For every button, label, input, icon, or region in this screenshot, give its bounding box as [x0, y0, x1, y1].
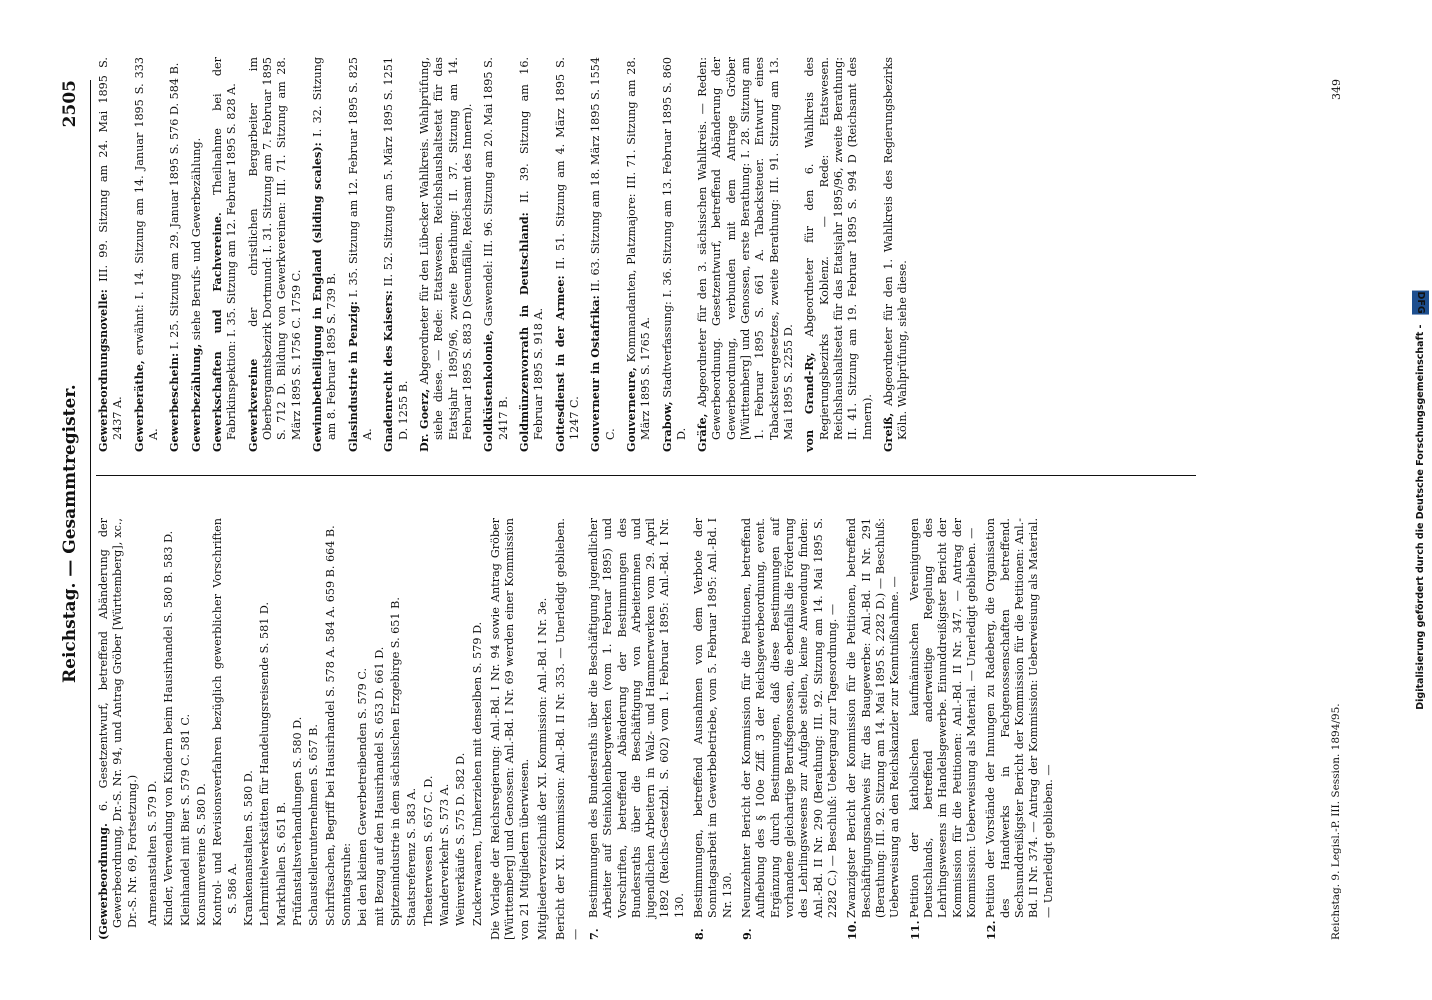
- index-term: Glasindustrie in Penzig:: [345, 301, 360, 452]
- index-entry: [246, 57, 304, 452]
- numbered-item: [845, 518, 902, 940]
- footer-sheet-number: 349: [1330, 79, 1343, 100]
- index-entries: [96, 57, 911, 452]
- subentry: Schaustellerunternehmen S. 657 B.: [307, 724, 321, 926]
- index-term: Goldküstenkolonie,: [481, 329, 496, 452]
- item-number: 9.: [740, 928, 755, 940]
- index-text: III. 99. Sitzung am 24. Mai 1895 S. 2437 A.: [97, 57, 125, 440]
- index-term: Gewerbeschein:: [167, 352, 182, 452]
- item-number: 8.: [692, 928, 707, 940]
- index-entry: [695, 57, 796, 452]
- index-term: Gewerkvereine: [245, 358, 260, 452]
- index-term: Gewerbeordnungsnovelle:: [96, 289, 110, 452]
- index-term: Goldmünzenvorrath in Deutschland:: [516, 212, 531, 452]
- item-text: Bestimmungen, betreffend Ausnahmen von dem Verbote der Sonntagsarbeit im Gewerbebetriebe, vom 5. Februar 1895: Anl.-Bd. I Nr. 130.: [692, 518, 734, 918]
- left-column: [96, 518, 1061, 940]
- numbered-item: [587, 518, 687, 940]
- numbered-item: [740, 518, 840, 940]
- index-text: siehe Berufs- und Gewerbezählung.: [189, 137, 203, 341]
- index-text: II. 52. Sitzung am 5. März 1895 S. 1251 D. 1255 B.: [382, 57, 410, 440]
- subentry: Krankenanstalten S. 580 D.: [241, 770, 255, 926]
- index-entry: [802, 57, 875, 452]
- dfg-logo: DFG: [1412, 291, 1429, 315]
- item-number: 10.: [845, 920, 860, 940]
- index-entry: [517, 57, 547, 452]
- index-text: I. 35. Sitzung am 12. Februar 1895 S. 825 A.: [346, 56, 374, 440]
- subentry: Armenanstalten S. 579 D.: [145, 780, 159, 926]
- item-text: Petition der Vorstände der Innungen zu Radeberg, die Organisation des Handwerks in Fachgenossenschaften betreffend. Sechsunddreißigster Bericht der Kommission für die Petitionen: Anl.-Bd. II Nr. 374. — Antrag der Kommission: Ueberweisung als Material. — Unerledigt geblieben. —: [984, 518, 1055, 918]
- subentry: Prüfanstaltsverhandlungen S. 580 D.: [290, 716, 304, 926]
- index-term: Gouverneure,: [623, 367, 638, 452]
- index-term: Gnadenrecht des Kaisers:: [381, 290, 396, 452]
- subentry: Schriftsachen, Begriff bei Hausirhandel S. 578 A. 584 A. 659 B. 664 B.: [323, 525, 337, 926]
- lead-entry: [96, 518, 140, 940]
- index-term: Gewerberäthe,: [131, 360, 146, 452]
- subentry: Theaterwesen S. 657 C. D.: [421, 775, 435, 926]
- column-divider: [96, 475, 1196, 476]
- index-text: der christlichen Bergarbeiter im Oberbergamtsbezirk Dortmund: I. 31. Sitzung am 7. Februar 1895 S. 712 D. Bildung von Gewerkvereinen: III. 71. Sitzung am 28. März 1895 S. 1756 C. 1759 C.: [246, 57, 303, 440]
- index-text: erwähnt: I. 14. Sitzung am 14. Januar 1895 S. 333 A.: [132, 57, 160, 440]
- index-entry: [660, 57, 690, 452]
- index-term: Gräfe,: [695, 413, 710, 452]
- index-text: I. 25. Sitzung am 29. Januar 1895 S. 576 D. 584 B.: [168, 62, 182, 350]
- index-entry: [624, 57, 654, 452]
- index-term: Gewerkschaften und Fachvereine.: [209, 212, 224, 452]
- report-note: Bericht der XI. Kommission: Anl.-Bd. II Nr. 353. — Unerledigt geblieben. —: [554, 518, 582, 940]
- header-rule: [90, 80, 91, 940]
- index-text: Abgeordneter für den 3. sächsischen Wahlkreis. — Reden: Gewerbeordnung. Gesetzentwurf, betreffend Abänderung der Gewerbeordnung, verbunden mit dem Antrage Gröber [Württemberg] und Genossen, erste Berathung: I. 28. Sitzung am 1. Februar 1895 S. 661 A. Tabacksteuer. Entwurf eines Tabacksteuergesetzes, zweite Berathung: III. 91. Sitzung am 13. Mai 1895 S. 2255 D.: [696, 57, 796, 440]
- item-text: Petition der katholischen kaufmännischen Vereinigungen Deutschlands, betreffend anderweitige Regelung des Lehrlingswesens im Handelsgewerbe. Einunddreißigster Bericht der Kommission für die Petitionen: Anl.-Bd. II Nr. 347. — Antrag der Kommission: Ueberweisung als Material. — Unerledigt geblieben. —: [907, 518, 979, 918]
- index-entry: [210, 57, 240, 452]
- footer-session: Reichstag. 9. Legisl.-P. III. Session. 1894/95.: [1330, 703, 1342, 940]
- subentry: Staatsreferenz S. 583 A.: [405, 787, 419, 926]
- index-entry: [588, 57, 618, 452]
- subentry: Sonntagsruhe:: [339, 842, 353, 926]
- digitization-credit: [1412, 0, 1428, 1000]
- index-entry: [346, 57, 376, 452]
- right-column: [96, 57, 917, 452]
- index-text: I. 32. Sitzung am 8. Februar 1895 S. 739 B.: [310, 57, 339, 440]
- index-text: Stadtverfassung: I. 36. Sitzung am 13. Februar 1895 S. 860 D.: [660, 57, 688, 440]
- numbered-items: [587, 518, 1056, 940]
- index-entry: [881, 57, 911, 452]
- subentry: Wanderverkehr S. 573 A.: [437, 783, 451, 926]
- page-header: [56, 80, 84, 940]
- index-entry: [417, 57, 475, 452]
- subentry: Kinder, Verwendung von Kindern beim Hausirhandel S. 580 B. 583 D.: [162, 530, 176, 926]
- item-number: 12.: [984, 920, 999, 940]
- index-text: Gaswendel: III. 96. Sitzung am 20. Mai 1895 S. 2417 B.: [482, 57, 510, 440]
- index-text: II. 39. Sitzung am 16. Februar 1895 S. 918 A.: [517, 56, 546, 440]
- numbered-item: [984, 518, 1056, 940]
- index-text: Abgeordneter für den Lübecker Wahlkreis. Wahlprüfung, siehe diese. — Rede: Etatswesen. Reichshaushaltsetat für das Etatsjahr 1895/96, zweite Berathung: II. 37. Sitzung am 14. Februar 1895 S. 883 D (Seeunfälle, Reichsamt des Innern).: [417, 56, 474, 440]
- index-term: Dr. Goerz,: [416, 388, 431, 452]
- members-note: Mitgliederverzeichniß der XI. Kommission: Anl.-Bd. I Nr. 3e.: [535, 597, 549, 940]
- index-term: Gewinnbetheiligung in England (sliding scales):: [309, 142, 324, 452]
- subentry: Zuckerwaaren, Umherziehen mit denselben S. 579 D.: [470, 621, 484, 926]
- subentry: Spitzenindustrie in dem sächsischen Erzgebirge S. 651 B.: [388, 597, 402, 926]
- index-entry: [553, 57, 583, 452]
- index-term: Gewerbezählung,: [188, 343, 203, 452]
- subentry-list: [146, 518, 485, 940]
- index-term: von Grand-Ry,: [802, 352, 817, 452]
- page-number: 2505: [60, 80, 80, 128]
- item-text: Neunzehnter Bericht der Kommission für die Petitionen, betreffend Aufhebung des § 100e Ziff. 3 der Reichsgewerbeordnung, event. Ergänzung durch Bestimmungen, daß diese Bestimmungen auf vorhandene gleichartige Berufsgenossen, die ebenfalls die Förderung des Lehrlingswesens zur Aufgabe stellen, keine Anwendung finden: Anl.-Bd. II Nr. 290 (Berathung: III. 92. Sitzung am 14. Mai 1895 S. 2282 C.) — Beschluß: Uebergang zur Tagesordnung. —: [740, 518, 840, 918]
- index-entry: [132, 57, 162, 452]
- numbered-item: [908, 518, 980, 940]
- index-term: Greiß,: [881, 412, 896, 452]
- subentry: Weinverkäufe S. 575 D. 582 D.: [454, 752, 468, 926]
- subentry: bei den kleinen Gewerbetreibenden S. 579 C.: [356, 667, 370, 926]
- index-term: Gouverneur in Ostafrika:: [588, 295, 603, 452]
- index-entry: [189, 57, 204, 452]
- index-entry: [381, 57, 411, 452]
- index-entry: [96, 57, 126, 452]
- index-entry: [481, 57, 511, 452]
- item-text: Bestimmungen des Bundesraths über die Beschäftigung jugendlicher Arbeiter auf Steinkohlenbergwerken (vom 1. Februar 1895) und Vorschriften, betreffend Abänderung der Bestimmungen des Bundesraths über die Beschäftigung von Arbeiterinnen und jugendlichen Arbeitern in Walz- und Hammerwerken vom 29. April 1892 (Reichs-Gesetzbl. S. 602) vom 1. Februar 1895: Anl.-Bd. I Nr. 130.: [586, 518, 686, 918]
- credit-text: Digitalisierung gefördert durch die Deutsche Forschungsgemeinschaft -: [1414, 324, 1426, 710]
- subentry: Markthallen S. 651 B.: [274, 801, 288, 926]
- item-text: Zwanzigster Bericht der Kommission für die Petitionen, betreffend Beschäftigungsnachweis für das Baugewerbe: Anl.-Bd. II Nr. 291 (Berathung: III. 92. Sitzung am 14. Mai 1895 S. 2282 D.) — Beschluß: Ueberweisung an den Reichskanzler zur Kenntnißnahme. —: [845, 518, 902, 918]
- subentry: Konsumvereine S. 580 D.: [194, 783, 208, 926]
- index-entry: [310, 57, 340, 452]
- lead-text: 6. Gesetzentwurf, betreffend Abänderung der Gewerbeordnung, Dr.-S. Nr. 94, und Antrag Gröber [Württemberg], xc., Dr.-S. Nr. 69, Fortsetzung.): [97, 518, 139, 928]
- index-text: Theilnahme bei der Fabrikinspektion: I. 35. Sitzung am 12. Februar 1895 S. 828 A.: [210, 57, 239, 440]
- lead-term: (Gewerbeordnung.: [96, 823, 110, 940]
- index-term: Gottesdienst in der Armee:: [552, 275, 567, 452]
- subentry: Kontrol- und Revisionsverfahren bezüglich gewerblicher Vorschriften S. 586 A.: [211, 518, 239, 926]
- subentry: Lehrmittelwerkstätten für Handelungsreisende S. 581 D.: [258, 601, 272, 926]
- index-text: II. 63. Sitzung am 18. März 1895 S. 1554 C.: [589, 57, 617, 440]
- subentry: mit Bezug auf den Hausirhandel S. 653 D. 661 D.: [372, 646, 386, 926]
- index-text: II. 51. Sitzung am 4. März 1895 S. 1247 C.: [553, 57, 581, 440]
- subentry: Kleinhandel mit Bier S. 579 C. 581 C.: [178, 713, 192, 926]
- numbered-item: [692, 518, 735, 940]
- proposal-paragraph: Die Vorlage der Reichsregierung: Anl.-Bd. I Nr. 94 sowie Antrag Gröber [Württemberg] und Genossen: Anl.-Bd. I Nr. 69 werden einer Kommission von 21 Mitgliedern überwiesen.: [488, 518, 531, 940]
- index-text: Abgeordneter für den 6. Wahlkreis des Regierungsbezirks Koblenz. — Rede: Etatswesen. Reichshaushaltsetat für das Etatsjahr 1895/96, zweite Berathung: II. 41. Sitzung am 19. Februar 1895 S. 994 D (Reichsamt des Innern).: [803, 57, 874, 440]
- item-number: 11.: [907, 920, 922, 940]
- item-number: 7.: [586, 928, 601, 940]
- index-text: Kommandanten, Platzmajore: III. 71. Sitzung am 28. März 1895 S. 1765 A.: [624, 56, 653, 440]
- index-text: Abgeordneter für den 1. Wahlkreis des Regierungsbezirks Köln. Wahlprüfung, siehe diese.: [882, 57, 910, 440]
- index-entry: [167, 57, 182, 452]
- index-term: Grabow,: [659, 401, 674, 452]
- running-title: Reichstag. — Gesammtregister.: [60, 384, 80, 683]
